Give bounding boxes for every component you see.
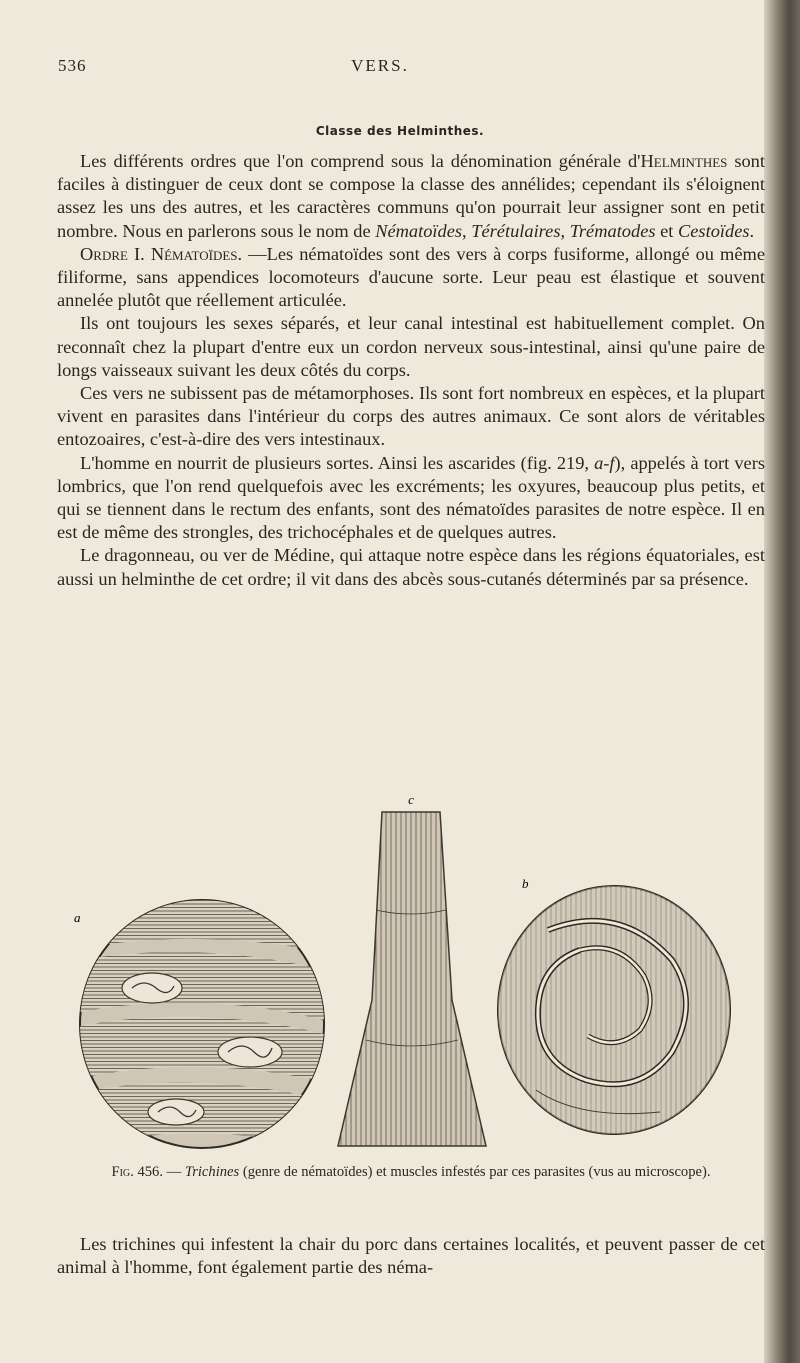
- term-cestoides: Cestoïdes: [678, 220, 750, 241]
- paragraph-intro: [57, 150, 765, 243]
- trichina-illustration: [60, 790, 760, 1152]
- text-run: ,: [560, 220, 570, 241]
- page-number: 536: [58, 56, 87, 75]
- paragraph-metamorphoses: Ces vers ne subissent pas de métamorphoses. Ils sont fort nombreux en espèces, et la plupart vivent en parasites dans l'intérieur du corps des autres animaux. Ce sont alors de véritables entozoaires, c'est-à-dire des vers intestinaux.: [57, 383, 765, 450]
- label-b: b: [522, 876, 529, 891]
- section-heading: Classe des Helminthes.: [315, 124, 485, 138]
- text-run: et: [655, 220, 678, 241]
- right-microscope-field: [498, 886, 734, 1134]
- figure-caption: [57, 1163, 765, 1182]
- paragraph-trichines: Les trichines qui infestent la chair du porc dans certaines localités, et peuvent passer de cet animal à l'homme, font également partie des néma-: [57, 1234, 765, 1278]
- text-run: (genre de nématoïdes) et muscles infestés par ces parasites (vus au microscope).: [239, 1164, 711, 1180]
- term-teretulaires: Térétulaires: [471, 220, 561, 241]
- label-a: a: [74, 910, 81, 925]
- caption-genus: Trichines: [184, 1164, 240, 1180]
- text-run: sont faciles à distinguer de ceux dont se compose la classe des annélides; cependant ils s'éloignent assez les uns des autres, et les caractères communs qu'on pourrait leur assigner sont en petit nombre. Nous en parlerons sous le nom de: [57, 151, 765, 241]
- figure-reference: a-f: [594, 452, 615, 473]
- book-spine-edge: [764, 0, 800, 1363]
- term-helminthes: Helminthes: [640, 151, 728, 171]
- figure-456: [60, 790, 760, 1152]
- running-title: VERS.: [351, 56, 409, 75]
- text-run: .: [749, 220, 755, 241]
- text-run: ), appelés à tort vers lombrics, que l'on rend quelquefois avec les excréments; les oxyures, beaucoup plus petits, et qui se tiennent dans le rectum des enfants, sont des nématoïdes parasites de notre espèce. Il en est de même des strongles, des trichocéphales et de quelques autres.: [57, 452, 765, 543]
- paragraph-sexes: Ils ont toujours les sexes séparés, et leur canal intestinal est habituellement complet. On reconnaît chez la plupart d'entre eux un cordon nerveux sous-intestinal, ainsi qu'une paire de longs vaisseaux suivant les deux côtés du corps.: [57, 313, 765, 380]
- body-text: [57, 150, 765, 591]
- label-c: c: [408, 792, 414, 807]
- text-run: ,: [462, 220, 472, 241]
- closing-text: [57, 1233, 765, 1279]
- text-run: Les différents ordres que l'on comprend sous la dénomination générale d': [80, 151, 641, 171]
- order-heading: Ordre I. Nématoïdes.: [80, 243, 243, 264]
- page-header: [0, 56, 760, 80]
- text-run: —Les nématoïdes sont des vers à corps fusiforme, allongé ou même filiforme, sans appendices locomoteurs d'aucune sorte. Leur peau est élastique et souvent annelée plutôt que réellement articulée.: [57, 243, 765, 311]
- term-nematoides: Nématoïdes: [375, 220, 463, 241]
- paragraph-human-parasites: [57, 452, 765, 545]
- left-microscope-field: [80, 893, 324, 1148]
- paragraph-order-one: [57, 243, 765, 313]
- text-run: —: [163, 1164, 185, 1180]
- paragraph-dragonneau: Le dragonneau, ou ver de Médine, qui attaque notre espèce dans les régions équatoriales, est aussi un helminthe de cet ordre; il vit dans des abcès sous-cutanés déterminés par sa présence.: [57, 545, 765, 589]
- central-muscle-fibre: [338, 812, 486, 1146]
- caption-figure-number: Fig. 456.: [111, 1164, 163, 1180]
- text-run: L'homme en nourrit de plusieurs sortes. Ainsi les ascarides (fig. 219,: [80, 452, 595, 473]
- term-trematodes: Trématodes: [569, 220, 656, 241]
